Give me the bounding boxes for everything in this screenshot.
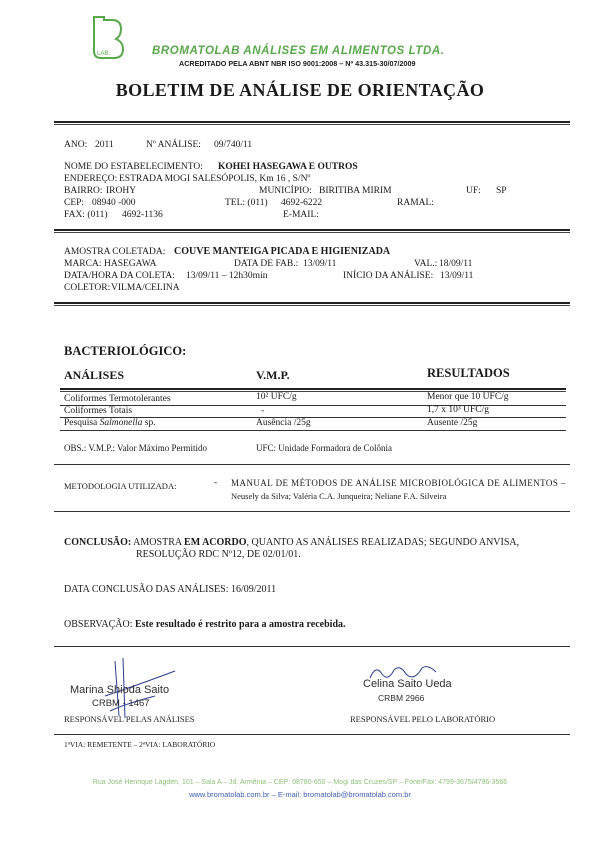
fax-value: 4692-1136: [122, 210, 163, 220]
col-resultados: RESULTADOS: [427, 366, 510, 380]
divider: [54, 511, 570, 512]
metodologia-line2: Neusely da Silva; Valéria C.A. Junqueira; Neliane F.A. Silveira: [231, 491, 447, 501]
ramal-label: RAMAL:: [397, 198, 434, 208]
divider: [54, 229, 570, 233]
tel-label: TEL: (011): [225, 198, 268, 208]
email-label: E-MAIL:: [283, 210, 319, 220]
inicio-value: 13/09/11: [440, 271, 474, 281]
row1-resultado: Menor que 10 UFC/g: [427, 392, 509, 402]
ufc-note: UFC: Unidade Formadora de Colônia: [256, 443, 392, 453]
coleta-value: 13/09/11 – 12h30min: [186, 271, 268, 281]
metodologia-label: METODOLOGIA UTILIZADA:: [64, 481, 177, 491]
municipio-value: BIRITIBA MIRIM: [319, 186, 392, 196]
uf-label: UF:: [466, 186, 481, 196]
bromatolab-logo: [86, 15, 128, 61]
endereco-label: ENDEREÇO:: [64, 174, 118, 184]
inicio-label: INÍCIO DA ANÁLISE:: [343, 271, 434, 281]
divider: [54, 734, 570, 735]
coleta-label: DATA/HORA DA COLETA:: [64, 271, 175, 281]
ano-label: ANO:: [64, 140, 88, 150]
bairro-value: IROHY: [106, 186, 137, 196]
via-note: 1ªVIA: REMETENTE – 2ªVIA: LABORATÓRIO: [64, 740, 216, 749]
bairro-label: BAIRRO:: [64, 186, 103, 196]
divider: [54, 121, 570, 125]
footer-address: Rua José Henrique Lagden, 101 – Sala A – Jd. Armênia – CEP: 08780-650 – Mogi das Cruzes/SP – Fone/Fax: 4799-3675/4796-3566: [92, 779, 508, 786]
divider: [54, 302, 570, 306]
left-signatory-reg: CRBM - 1467: [92, 698, 150, 709]
estabelecimento-label: NOME DO ESTABELECIMENTO:: [64, 162, 203, 172]
metodologia-dash: -: [214, 478, 218, 488]
amostra-value: COUVE MANTEIGA PICADA E HIGIENIZADA: [174, 246, 391, 257]
observacao: OBSERVAÇÃO: Este resultado é restrito para a amostra recebida.: [64, 619, 346, 630]
right-signatory-name: Celina Saito Ueda: [363, 678, 452, 690]
row2-vmp: -: [261, 406, 265, 416]
endereco-value: ESTRADA MOGI SALESÓPOLIS, Km 16 , S/Nº: [119, 174, 311, 184]
right-signatory-role: RESPONSÁVEL PELO LABORATÓRIO: [350, 714, 496, 724]
municipio-label: MUNICÍPIO:: [259, 186, 312, 196]
val-value: 18/09/11: [439, 259, 473, 269]
fax-label: FAX: (011): [64, 210, 108, 220]
divider: [54, 464, 570, 465]
row1-vmp: 10² UFC/g: [256, 392, 297, 402]
row3-resultado: Ausente /25g: [427, 418, 478, 428]
val-label: VAL.:: [414, 259, 438, 269]
table-row-rule: [60, 405, 566, 406]
uf-value: SP: [496, 186, 507, 196]
tel-value: 4692-6222: [281, 198, 323, 208]
right-signatory-reg: CRBM 2966: [378, 693, 425, 703]
left-signatory-role: RESPONSÁVEL PELAS ANÁLISES: [64, 714, 195, 724]
marca-value: HASEGAWA: [104, 259, 157, 269]
row3-analise: Pesquisa Salmonella sp.: [64, 418, 156, 428]
left-signatory-name: Marina Shioda Saito: [70, 684, 170, 696]
logo-lab-text: LAB.: [97, 51, 111, 57]
row2-analise: Coliformes Totais: [64, 406, 133, 416]
col-vmp: V.M.P.: [256, 368, 290, 382]
fab-value: 13/09/11: [303, 259, 337, 269]
cep-value: 08940 -000: [92, 198, 136, 208]
document-title: BOLETIM DE ANÁLISE DE ORIENTAÇÃO: [115, 80, 485, 100]
cep-label: CEP:: [64, 198, 85, 208]
coletor-label: COLETOR:: [64, 283, 111, 293]
bacteriologico-heading: BACTERIOLÓGICO:: [64, 344, 187, 358]
col-analises: ANÁLISES: [64, 368, 125, 382]
metodologia-line1: MANUAL DE MÉTODOS DE ANÁLISE MICROBIOLÓGICA DE ALIMENTOS –: [231, 478, 566, 488]
table-row-rule: [60, 430, 566, 431]
coletor-value: VILMA/CELINA: [111, 283, 180, 293]
data-conclusao: DATA CONCLUSÃO DAS ANÁLISES: 16/09/2011: [64, 584, 277, 595]
ano-value: 2011: [95, 140, 114, 150]
accreditation-line: ACREDITADO PELA ABNT NBR ISO 9001:2008 – Nº 43.315-30/07/2009: [179, 59, 416, 68]
conclusao-line2: RESOLUÇÃO RDC Nº12, DE 02/01/01.: [136, 549, 301, 560]
footer-web[interactable]: www.bromatolab.com.br – E-mail: bromatolab@bromatolab.com.br: [189, 790, 411, 799]
row2-resultado: 1,7 x 10³ UFC/g: [427, 405, 489, 415]
row3-vmp: Ausência /25g: [256, 418, 311, 428]
company-name: BROMATOLAB ANÁLISES EM ALIMENTOS LTDA.: [152, 45, 445, 57]
divider: [54, 646, 570, 647]
analise-number-label: Nº ANÁLISE:: [146, 140, 201, 150]
analise-number-value: 09/740/11: [214, 140, 253, 150]
row1-analise: Coliformes Termotolerantes: [64, 394, 171, 404]
obs-note: OBS.: V.M.P.: Valor Máximo Permitido: [64, 443, 208, 453]
estabelecimento-value: KOHEI HASEGAWA E OUTROS: [218, 162, 358, 172]
amostra-label: AMOSTRA COLETADA:: [64, 247, 166, 257]
conclusao-line1: CONCLUSÃO: AMOSTRA EM ACORDO, QUANTO AS ANÁLISES REALIZADAS; SEGUNDO ANVISA,: [64, 537, 520, 548]
marca-label: MARCA:: [64, 259, 102, 269]
fab-label: DATA DE FAB.:: [234, 259, 299, 269]
